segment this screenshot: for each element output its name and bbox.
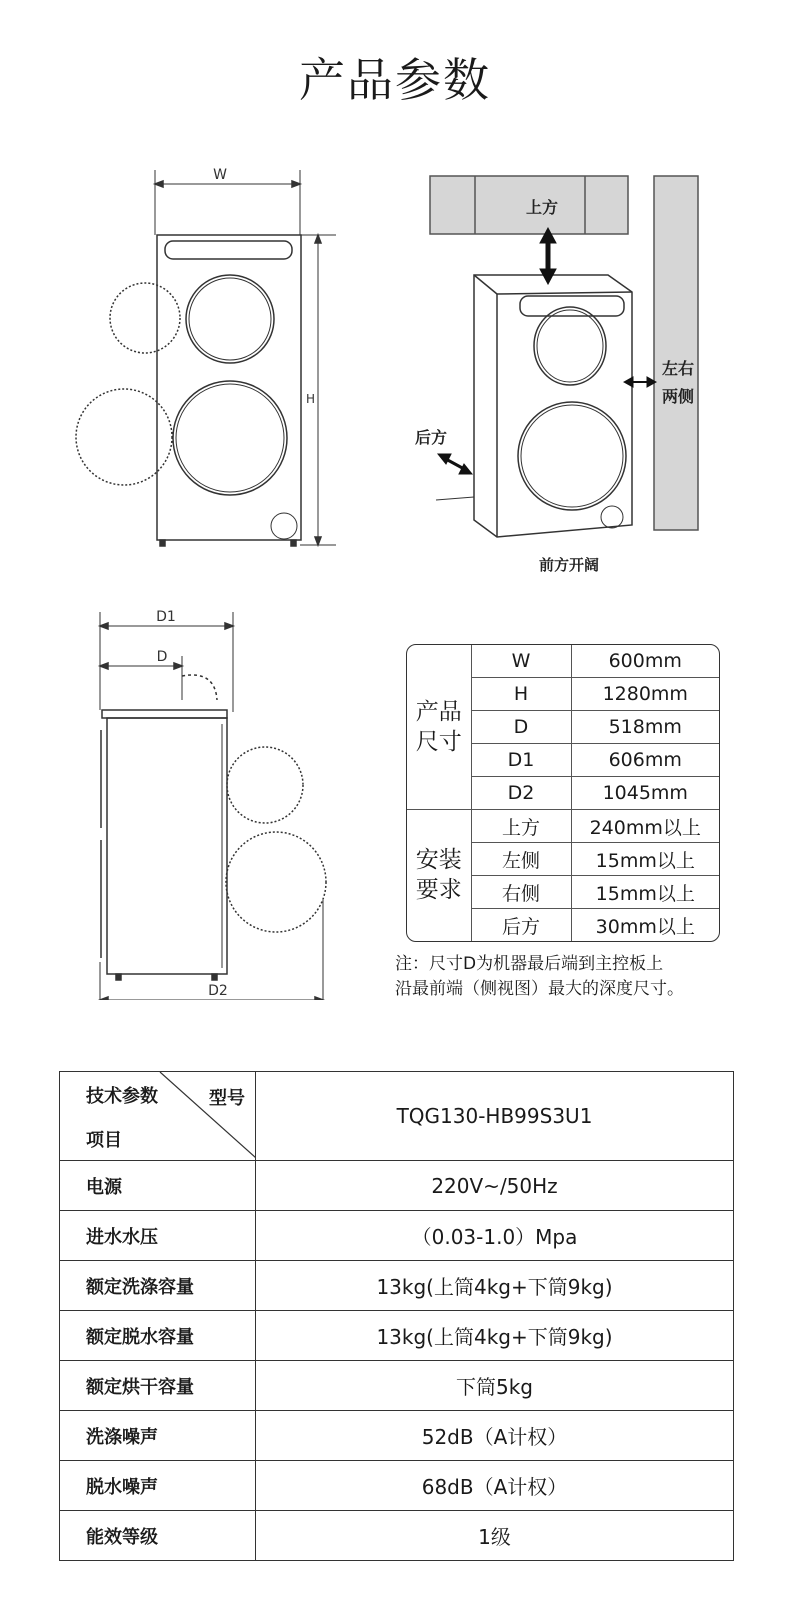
- table-row: [60, 1511, 734, 1561]
- spec-value: 下筒5kg: [256, 1361, 734, 1411]
- dim-value: 600mm: [571, 645, 719, 678]
- table-row: [60, 1461, 734, 1511]
- side-d2-label: D2: [208, 983, 228, 999]
- dim-key: W: [471, 645, 571, 678]
- dimension-note: [395, 952, 775, 1002]
- spec-key: 能效等级: [60, 1511, 256, 1561]
- model-number: TQG130-HB99S3U1: [256, 1072, 734, 1161]
- table-row: [60, 1211, 734, 1261]
- dim-value: 518mm: [571, 711, 719, 744]
- install-key: 上方: [471, 810, 571, 843]
- dim-key: D1: [471, 744, 571, 777]
- spec-key: 额定洗涤容量: [60, 1261, 256, 1311]
- header-tech-params: 技术参数: [86, 1086, 158, 1107]
- note-line-2: 沿最前端（侧视图）最大的深度尺寸。: [395, 979, 684, 999]
- install-key: 右侧: [471, 876, 571, 909]
- install-value: 240mm以上: [571, 810, 719, 843]
- dim-key: H: [471, 678, 571, 711]
- spec-key: 进水水压: [60, 1211, 256, 1261]
- spec-key: 额定烘干容量: [60, 1361, 256, 1411]
- spec-value: 52dB（A计权）: [256, 1411, 734, 1461]
- dim-key: D2: [471, 777, 571, 810]
- dim-value: 1045mm: [571, 777, 719, 810]
- install-value: 30mm以上: [571, 909, 719, 942]
- spec-value: （0.03-1.0）Mpa: [256, 1211, 734, 1261]
- spec-key: 额定脱水容量: [60, 1311, 256, 1361]
- side-d1-label: D1: [156, 609, 176, 625]
- label-back: 后方: [415, 428, 448, 447]
- label-front-open: 前方开阔: [539, 556, 600, 574]
- front-h-label: H: [306, 392, 316, 406]
- page-title: 产品参数: [299, 53, 491, 107]
- spec-key: 脱水噪声: [60, 1461, 256, 1511]
- group-install-req-line1: 安装: [415, 847, 462, 874]
- group-product-size: [407, 645, 471, 810]
- dim-key: D: [471, 711, 571, 744]
- side-d-label: D: [156, 649, 168, 665]
- spec-table: [59, 1071, 734, 1561]
- group-install-req: [407, 810, 471, 942]
- label-sides-2: 两侧: [662, 387, 695, 406]
- install-key: 后方: [471, 909, 571, 942]
- group-install-req-line2: 要求: [415, 877, 462, 904]
- label-top: 上方: [526, 198, 559, 217]
- dim-value: 1280mm: [571, 678, 719, 711]
- spec-value: 13kg(上筒4kg+下筒9kg): [256, 1261, 734, 1311]
- install-value: 15mm以上: [571, 876, 719, 909]
- table-row: [60, 1311, 734, 1361]
- table-row: [60, 1161, 734, 1211]
- install-value: 15mm以上: [571, 843, 719, 876]
- spec-key: 洗涤噪声: [60, 1411, 256, 1461]
- front-w-label: W: [213, 167, 227, 183]
- label-sides-1: 左右: [662, 359, 695, 378]
- front-view-drawing: [76, 170, 336, 546]
- table-row: [60, 1261, 734, 1311]
- spec-value: 13kg(上筒4kg+下筒9kg): [256, 1311, 734, 1361]
- side-view-drawing: [100, 612, 326, 1000]
- group-product-size-line2: 尺寸: [415, 729, 462, 755]
- note-line-1: 注：尺寸D为机器最后端到主控板上: [395, 954, 664, 974]
- install-view-drawing: [430, 176, 698, 537]
- table-row: [60, 1361, 734, 1411]
- install-key: 左侧: [471, 843, 571, 876]
- spec-header-diagonal: [60, 1072, 256, 1161]
- spec-value: 220V~/50Hz: [256, 1161, 734, 1211]
- dimension-table: [406, 644, 720, 942]
- spec-value: 68dB（A计权）: [256, 1461, 734, 1511]
- spec-value: 1级: [256, 1511, 734, 1561]
- header-model: 型号: [209, 1088, 245, 1109]
- spec-key: 电源: [60, 1161, 256, 1211]
- dim-value: 606mm: [571, 744, 719, 777]
- group-product-size-line1: 产品: [415, 699, 462, 725]
- table-row: [60, 1411, 734, 1461]
- header-item: 项目: [86, 1130, 122, 1151]
